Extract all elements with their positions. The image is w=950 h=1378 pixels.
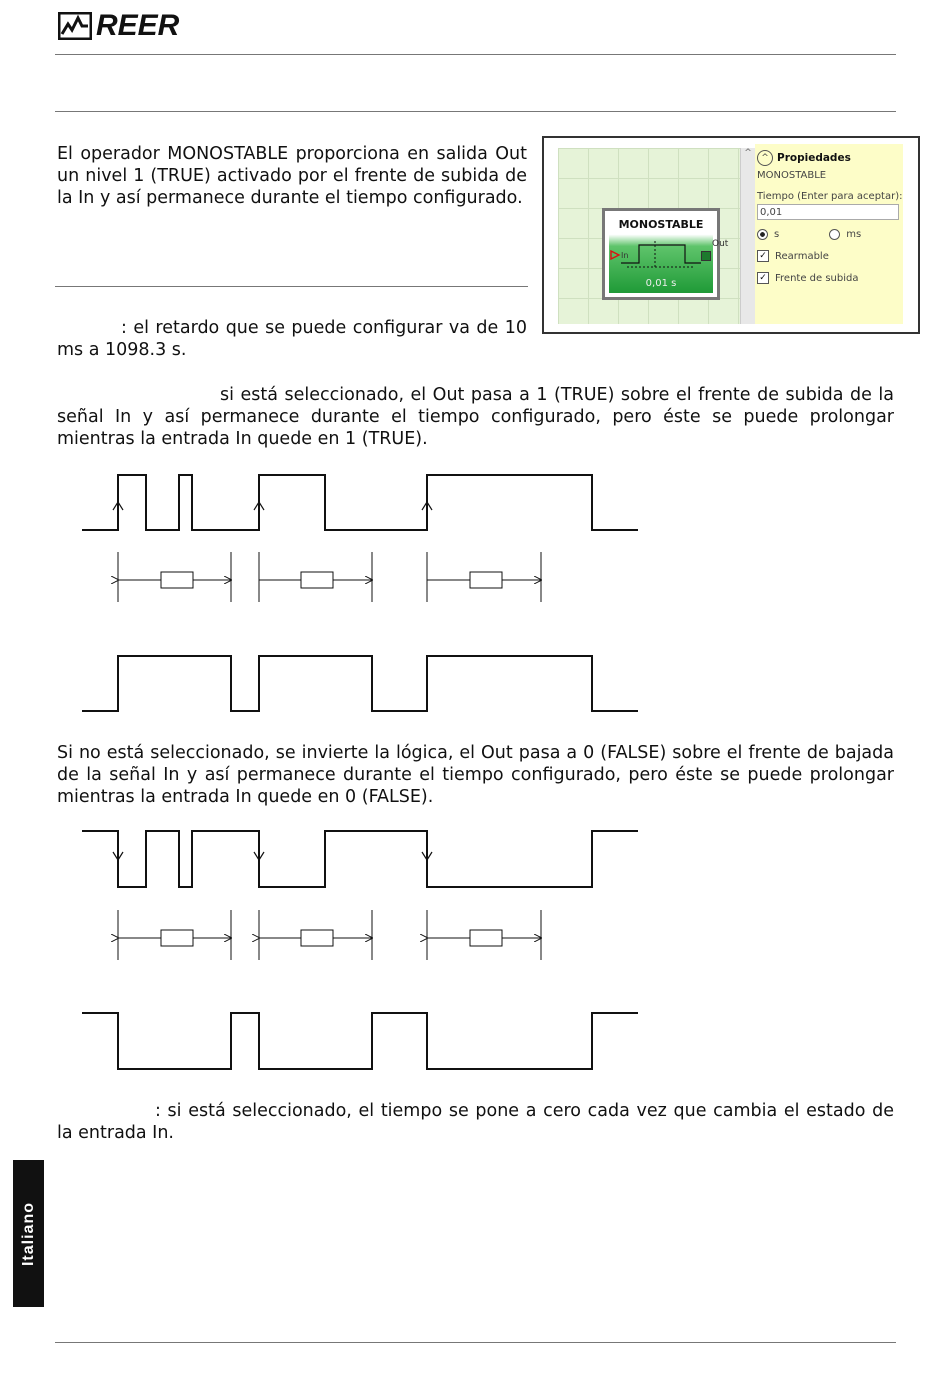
props-name: MONOSTABLE xyxy=(757,170,827,181)
unit-s-label: s xyxy=(774,229,780,240)
out-label: Out xyxy=(712,239,729,249)
block-title: MONOSTABLE xyxy=(618,218,704,231)
time-interval-3 xyxy=(427,552,541,602)
reer-logo-icon xyxy=(58,12,92,40)
time-field-label: Tiempo (Enter para aceptar): xyxy=(757,191,903,202)
edge-arrow-1 xyxy=(113,838,123,860)
section-rule xyxy=(55,111,896,112)
edge-arrow-3 xyxy=(422,838,432,860)
edge-arrow-3 xyxy=(422,502,432,520)
canvas-grid xyxy=(558,148,740,324)
time-interval-1 xyxy=(118,552,231,602)
unit-ms-radio[interactable] xyxy=(829,229,840,240)
param-falling-text: Si no está seleccionado, se invierte la lógica, el Out pasa a 0 (FALSE) sobre el frente de bajada de la señal In y así permanece durante el tiempo configurado, pero éste se puede prolongar mientras la entrada In quede en 0 (FALSE). xyxy=(57,743,894,807)
intro-paragraph: El operador MONOSTABLE proporciona en salida Out un nivel 1 (TRUE) activado por el frente de subida de la In y así permanece durante el tiempo configurado. xyxy=(57,144,527,208)
time-input[interactable]: 0,01 xyxy=(757,204,899,220)
param-retrigger-text: : si está seleccionado, el tiempo se pone a cero cada vez que cambia el estado de la entrada In. xyxy=(57,1101,894,1143)
brand-name: REER xyxy=(96,9,180,42)
rising-edge-label: Frente de subida xyxy=(775,272,859,284)
rising-edge-checkbox[interactable]: ✓ xyxy=(757,272,769,284)
out-connector[interactable] xyxy=(701,251,711,261)
language-tab xyxy=(13,1160,44,1307)
rearmable-checkbox[interactable]: ✓ xyxy=(757,250,769,262)
subsection-rule xyxy=(55,286,528,287)
in-label: In xyxy=(621,251,629,260)
edge-arrow-2 xyxy=(254,838,264,860)
rearmable-label: Rearmable xyxy=(775,250,829,262)
header-rule xyxy=(55,54,896,55)
edge-arrow-2 xyxy=(254,502,264,520)
unit-ms-label: ms xyxy=(846,229,862,240)
edge-arrow-1 xyxy=(113,502,123,520)
time-label: 0,01 s xyxy=(645,278,677,289)
timing-diagram-rising xyxy=(0,460,660,722)
param-time-text: : el retardo que se puede configurar va de 10 ms a 1098.3 s. xyxy=(57,318,527,360)
props-title: Propiedades xyxy=(777,152,851,164)
monostable-block[interactable] xyxy=(602,208,729,300)
footer-rule xyxy=(55,1342,896,1343)
scroll-up-icon[interactable]: ^ xyxy=(744,148,752,158)
input-signal xyxy=(82,831,638,887)
output-signal xyxy=(82,1013,638,1069)
time-interval-2 xyxy=(259,552,372,602)
time-interval-1 xyxy=(118,910,231,960)
collapse-icon[interactable]: ^ xyxy=(757,150,773,166)
time-interval-3 xyxy=(427,910,541,960)
properties-panel xyxy=(755,144,903,324)
time-interval-2 xyxy=(259,910,372,960)
unit-s-radio[interactable] xyxy=(757,229,768,240)
timing-diagram-falling xyxy=(0,818,660,1080)
language-label: Italiano xyxy=(19,1201,37,1266)
software-screenshot xyxy=(542,136,920,334)
output-signal xyxy=(82,656,638,711)
scrollbar[interactable] xyxy=(740,148,755,324)
input-signal xyxy=(82,475,638,530)
param-rising-text: si está seleccionado, el Out pasa a 1 (TRUE) sobre el frente de subida de la señal In y así permanece durante el tiempo configurado, pero éste se puede prolongar mientras la entrada In quede en 1 (TRUE). xyxy=(57,385,894,449)
reer-logo xyxy=(58,8,179,44)
